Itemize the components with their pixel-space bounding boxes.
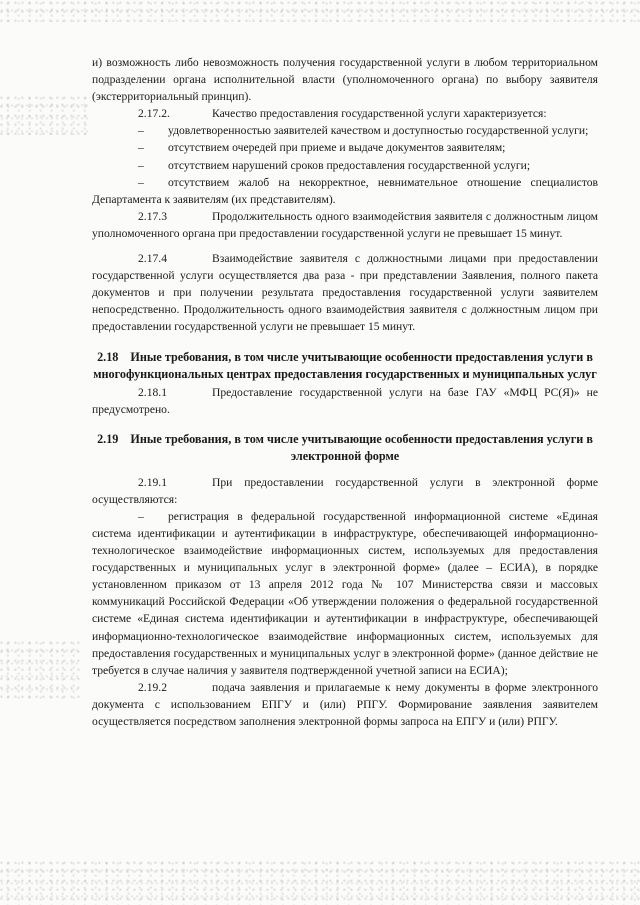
section-title: Иные требования, в том числе учитывающие особенности предоставления услуги в многофункциональных центрах предоставления государственных и муниципальных услуг — [93, 349, 597, 381]
list-item-text: отсутствием очередей при приеме и выдаче документов заявителям; — [168, 141, 506, 155]
dash-marker: – — [138, 175, 144, 189]
dash-marker: – — [138, 158, 144, 172]
clause-number: 2.17.2. — [138, 107, 170, 121]
section-number: 2.19 — [97, 431, 119, 446]
paragraph-2-18-1 — [92, 384, 598, 418]
clause-number: 2.19.2 — [138, 680, 167, 694]
paragraph-2-17-1-continuation: и) возможность либо невозможность получения государственной услуги в любом территориальном подразделении органа исполнительной власти (уполномоченного органа) по выбору заявителя (экстерриториальный принцип). — [92, 56, 598, 104]
dash-marker: – — [138, 124, 144, 138]
paragraph-2-17-4 — [92, 250, 598, 335]
list-item-text: отсутствием жалоб на некорректное, невнимательное отношение специалистов Департамента к заявителям (их представителям). — [92, 175, 598, 206]
list-item — [92, 157, 598, 174]
clause-text: подача заявления и прилагаемые к нему документы в форме электронного документа с использованием ЕПГУ и (или) РПГУ. Формирование заявления заявителем осуществляется посредством заполнения электронной формы запроса на ЕПГУ и (или) РПГУ. — [92, 680, 598, 728]
dash-marker: – — [138, 141, 144, 155]
scan-noise-top — [0, 0, 640, 22]
paragraph-2-19-1 — [92, 474, 598, 508]
paragraph-2-17-3 — [92, 208, 598, 242]
clause-text: Качество предоставления государственной услуги характеризуется: — [212, 107, 547, 121]
list-item-text: регистрация в федеральной государственной информационной системе «Единая система идентификации и аутентификации в инфраструктуре, обеспечивающей информационно-технологическое взаимодействие информационных систем, используемых для предоставления государственных и муниципальных услуг в электронной форме» (далее – ЕСИА), в порядке установленном приказом от 13 апреля 2012 года № 107 Министерства связи и массовых коммуникаций Российской Федерации «Об утверждении положения о федеральной государственной системе «Единая система идентификации и аутентификации в инфраструктуре, обеспечивающей информационно-технологическое взаимодействие информационных систем, используемых для предоставления государственных и муниципальных услуг в электронной форме» (данное действие не требуется в случае наличия у заявителя подтвержденной учетной записи на ЕСИА); — [92, 509, 598, 677]
list-item — [92, 139, 598, 156]
clause-number: 2.19.1 — [138, 475, 167, 489]
list-item-text: удовлетворенностью заявителей качеством и доступностью государственной услуги; — [168, 124, 589, 138]
section-title: Иные требования, в том числе учитывающие особенности предоставления услуги в электронной форме — [130, 431, 593, 464]
section-heading-2-18 — [92, 349, 598, 384]
dash-marker: – — [138, 509, 144, 523]
clause-text: Взаимодействие заявителя с должностными лицами при предоставлении государственной услуги осуществляется два раза - при представлении Заявления, полного пакета документов и при получении результата предоставления государственной услуги заявителем непосредственно. Продолжительность одного взаимодействия заявителя с должностным лицом при предоставлении государственной услуги не превышает 15 минут. — [92, 252, 598, 334]
clause-text: Продолжительность одного взаимодействия заявителя с должностным лицом уполномоченного органа при предоставлении государственной услуги не превышает 15 минут. — [92, 209, 598, 240]
list-item — [92, 174, 598, 208]
paragraph-2-17-2 — [92, 105, 598, 122]
list-item — [92, 508, 598, 679]
scan-noise-left — [0, 95, 88, 135]
list-item-text: отсутствием нарушений сроков предоставления государственной услуги; — [168, 158, 531, 172]
clause-text: При предоставлении государственной услуги в электронной форме осуществляются: — [92, 475, 598, 506]
clause-text: Предоставление государственной услуги на базе ГАУ «МФЦ РС(Я)» не предусмотрено. — [92, 385, 598, 416]
list-item — [92, 122, 598, 139]
section-number: 2.18 — [97, 349, 119, 364]
paragraph-2-19-2 — [92, 679, 598, 730]
section-heading-2-19 — [92, 431, 598, 466]
clause-number: 2.18.1 — [138, 385, 167, 399]
scan-noise-left-2 — [0, 640, 80, 700]
clause-number: 2.17.4 — [138, 252, 167, 266]
scan-noise-bottom — [0, 860, 640, 905]
clause-number: 2.17.3 — [138, 209, 167, 223]
